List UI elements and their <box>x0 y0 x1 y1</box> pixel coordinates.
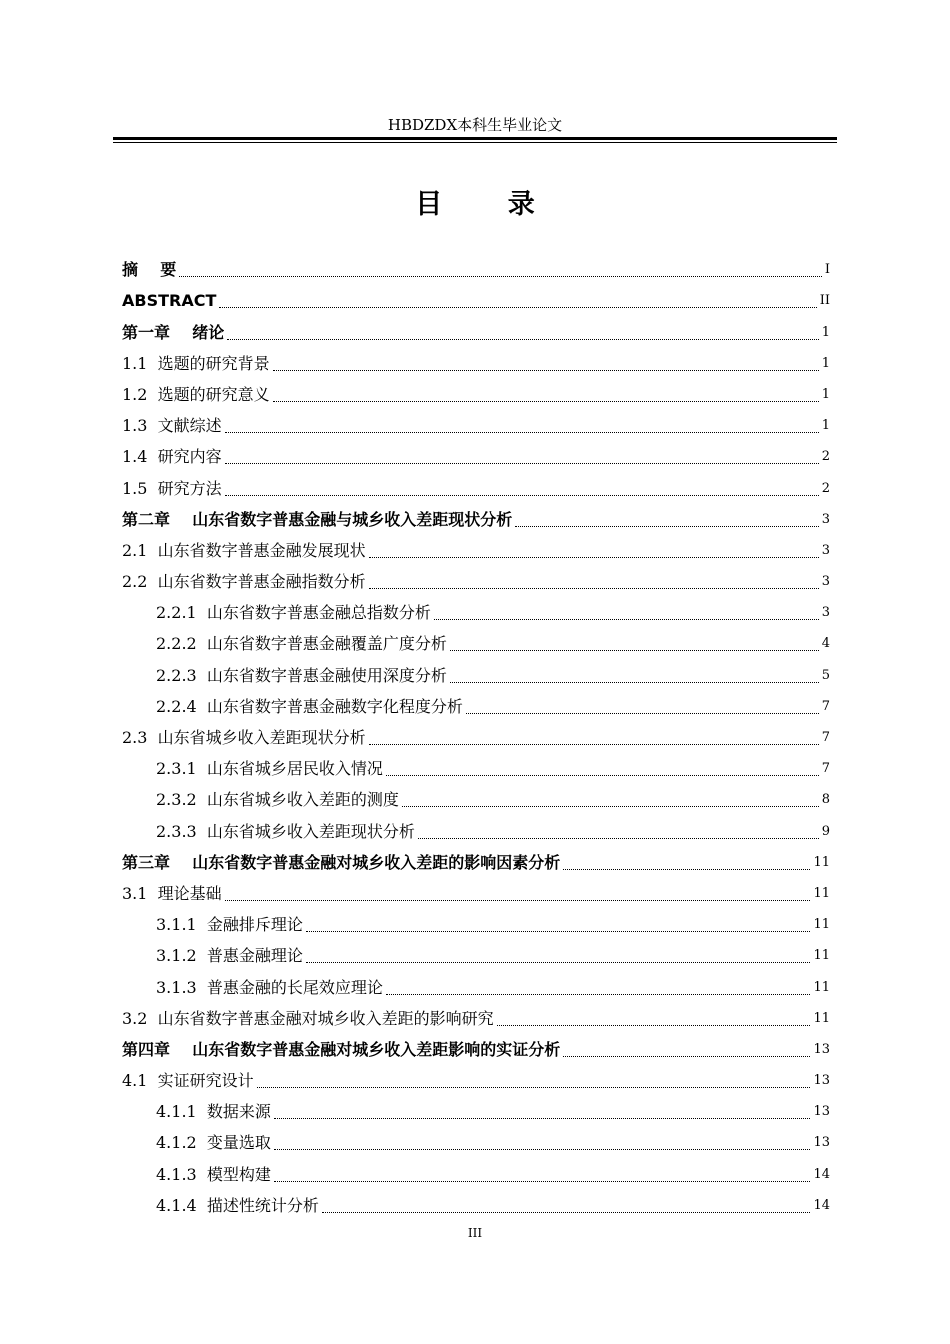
toc-leader-dots <box>369 556 819 558</box>
toc-entry-title: 1.5 研究方法 <box>122 478 222 498</box>
toc-entry-page: 7 <box>821 761 830 777</box>
toc-entry[interactable] <box>122 971 830 1002</box>
toc-entry-page: 3 <box>821 574 830 590</box>
toc-leader-dots <box>369 587 819 589</box>
toc-leader-dots <box>227 338 818 340</box>
toc-leader-dots <box>450 649 819 651</box>
toc-leader-dots <box>225 431 819 433</box>
toc-entry-page: 11 <box>813 1010 830 1026</box>
toc-entry-page: 13 <box>813 1104 830 1120</box>
toc-title: 目 录 <box>415 189 563 220</box>
toc-entry-title: 4.1.3 模型构建 <box>156 1164 271 1184</box>
toc-entry[interactable] <box>122 847 830 878</box>
toc-entry-page: 13 <box>813 1135 830 1151</box>
toc-entry-title: 2.2.1 山东省数字普惠金融总指数分析 <box>156 603 431 623</box>
toc-entry[interactable] <box>122 1158 830 1189</box>
toc-leader-dots <box>274 1117 811 1119</box>
toc-entry-page: 11 <box>813 979 830 995</box>
toc-leader-dots <box>225 494 819 496</box>
toc-leader-dots <box>418 837 819 839</box>
toc-leader-dots <box>219 306 816 308</box>
toc-entry-title: 4.1 实证研究设计 <box>122 1071 254 1091</box>
toc-entry[interactable] <box>122 878 830 909</box>
toc-entry-page: 8 <box>821 792 830 808</box>
toc-entry[interactable] <box>122 597 830 628</box>
toc-entry-title: 4.1.1 数据来源 <box>156 1102 271 1122</box>
toc-leader-dots <box>225 899 811 901</box>
toc-leader-dots <box>563 868 810 870</box>
toc-leader-dots <box>497 1024 811 1026</box>
toc-entry-title: 4.1.4 描述性统计分析 <box>156 1195 319 1215</box>
toc-entry-page: 14 <box>813 1197 830 1213</box>
toc-entry-title: 2.1 山东省数字普惠金融发展现状 <box>122 540 366 560</box>
toc-entry[interactable] <box>122 254 830 285</box>
toc-entry-title: 3.1.2 普惠金融理论 <box>156 946 303 966</box>
toc-entry-title: 第一章 绪论 <box>122 322 225 342</box>
toc-entry[interactable] <box>122 909 830 940</box>
toc-leader-dots <box>179 275 822 277</box>
toc-entry-title: 2.3.2 山东省城乡收入差距的测度 <box>156 790 399 810</box>
toc-entry-title: 第三章 山东省数字普惠金融对城乡收入差距的影响因素分析 <box>122 852 561 872</box>
toc-entry-title: 第四章 山东省数字普惠金融对城乡收入差距影响的实证分析 <box>122 1039 561 1059</box>
toc-entry-page: 4 <box>821 636 830 652</box>
toc-entry[interactable] <box>122 753 830 784</box>
toc-entry-page: 14 <box>813 1166 830 1182</box>
toc-leader-dots <box>274 1148 811 1150</box>
toc-entry-title: 2.3.3 山东省城乡收入差距现状分析 <box>156 821 415 841</box>
toc-leader-dots <box>515 525 818 527</box>
toc-entry-page: 11 <box>813 948 830 964</box>
toc-entry-page: 11 <box>813 917 830 933</box>
toc-entry[interactable] <box>122 784 830 815</box>
toc-leader-dots <box>322 1211 811 1213</box>
toc-entry-title: 2.3.1 山东省城乡居民收入情况 <box>156 759 383 779</box>
toc-entry-title: 2.2.2 山东省数字普惠金融覆盖广度分析 <box>156 634 447 654</box>
toc-entry[interactable] <box>122 722 830 753</box>
toc-entry-page: I <box>824 262 830 278</box>
toc-entry[interactable] <box>122 441 830 472</box>
toc-entry[interactable] <box>122 566 830 597</box>
toc-entry[interactable] <box>122 285 830 316</box>
toc-entry[interactable] <box>122 316 830 347</box>
page-number: III <box>467 1226 483 1240</box>
toc-entry-title: 2.2 山东省数字普惠金融指数分析 <box>122 572 366 592</box>
toc-entry-page: 13 <box>813 1073 830 1089</box>
toc-entry-page: 1 <box>821 324 830 340</box>
toc-leader-dots <box>466 712 819 714</box>
toc-entry-title: ABSTRACT <box>122 291 217 311</box>
toc-entry-page: 7 <box>821 730 830 745</box>
toc-entry-page: 13 <box>813 1041 830 1057</box>
header-rule-thin <box>113 142 837 143</box>
toc-entry[interactable] <box>122 410 830 441</box>
toc-entry-page: 1 <box>821 355 830 371</box>
toc-entry-page: 2 <box>821 449 830 465</box>
toc-leader-dots <box>450 681 819 683</box>
table-of-contents <box>122 254 830 1221</box>
header-rule-thick <box>113 137 837 140</box>
toc-entry-page: 2 <box>821 480 830 496</box>
toc-entry-page: 3 <box>821 542 830 558</box>
toc-entry-title: 第二章 山东省数字普惠金融与城乡收入差距现状分析 <box>122 509 513 529</box>
toc-entry-page: 3 <box>821 511 830 527</box>
toc-entry-title: 1.2 选题的研究意义 <box>122 384 270 404</box>
toc-leader-dots <box>386 774 819 776</box>
toc-entry-page: 3 <box>821 605 830 621</box>
toc-leader-dots <box>369 743 819 745</box>
toc-entry-title: 3.1.3 普惠金融的长尾效应理论 <box>156 977 383 997</box>
toc-leader-dots <box>563 1055 810 1057</box>
toc-leader-dots <box>434 618 819 620</box>
toc-entry-title: 2.2.4 山东省数字普惠金融数字化程度分析 <box>156 696 463 716</box>
toc-entry-title: 3.1.1 金融排斥理论 <box>156 915 303 935</box>
toc-entry[interactable] <box>122 535 830 566</box>
toc-leader-dots <box>402 805 819 807</box>
toc-entry-title: 1.3 文献综述 <box>122 416 222 436</box>
toc-entry-title: 2.2.3 山东省数字普惠金融使用深度分析 <box>156 665 447 685</box>
toc-entry[interactable] <box>122 1065 830 1096</box>
toc-entry-title: 4.1.2 变量选取 <box>156 1133 271 1153</box>
toc-entry[interactable] <box>122 1127 830 1158</box>
toc-entry-page: 5 <box>821 667 830 683</box>
toc-entry[interactable] <box>122 691 830 722</box>
toc-entry[interactable] <box>122 628 830 659</box>
toc-leader-dots <box>273 400 819 402</box>
toc-entry[interactable] <box>122 1190 830 1221</box>
toc-entry-title: 1.1 选题的研究背景 <box>122 353 270 373</box>
toc-entry-title: 3.1 理论基础 <box>122 883 222 903</box>
toc-leader-dots <box>274 1180 811 1182</box>
toc-entry[interactable] <box>122 940 830 971</box>
toc-entry[interactable] <box>122 1096 830 1127</box>
toc-entry-page: 1 <box>821 418 830 434</box>
toc-entry-page: 7 <box>821 698 830 714</box>
toc-leader-dots <box>257 1086 811 1088</box>
toc-entry-page: 1 <box>821 386 830 402</box>
toc-entry-title: 3.2 山东省数字普惠金融对城乡收入差距的影响研究 <box>122 1008 494 1028</box>
toc-leader-dots <box>225 462 819 464</box>
toc-entry[interactable] <box>122 1034 830 1065</box>
toc-leader-dots <box>273 369 819 371</box>
toc-leader-dots <box>306 930 811 932</box>
toc-entry[interactable] <box>122 659 830 690</box>
toc-entry[interactable] <box>122 472 830 503</box>
toc-entry[interactable] <box>122 379 830 410</box>
toc-entry[interactable] <box>122 504 830 535</box>
toc-entry-title: 摘 要 <box>122 260 177 280</box>
toc-entry-page: 11 <box>813 885 830 901</box>
toc-leader-dots <box>306 961 811 963</box>
toc-entry-title: 2.3 山东省城乡收入差距现状分析 <box>122 728 366 747</box>
toc-entry-page: 9 <box>821 823 830 839</box>
toc-entry[interactable] <box>122 815 830 846</box>
toc-leader-dots <box>386 993 811 995</box>
toc-entry-title: 1.4 研究内容 <box>122 447 222 467</box>
toc-entry-page: II <box>819 293 830 309</box>
toc-entry-page: 11 <box>813 854 830 870</box>
toc-entry[interactable] <box>122 1003 830 1034</box>
toc-entry[interactable] <box>122 348 830 379</box>
page-header: HBDZDX本科生毕业论文 <box>387 116 563 134</box>
